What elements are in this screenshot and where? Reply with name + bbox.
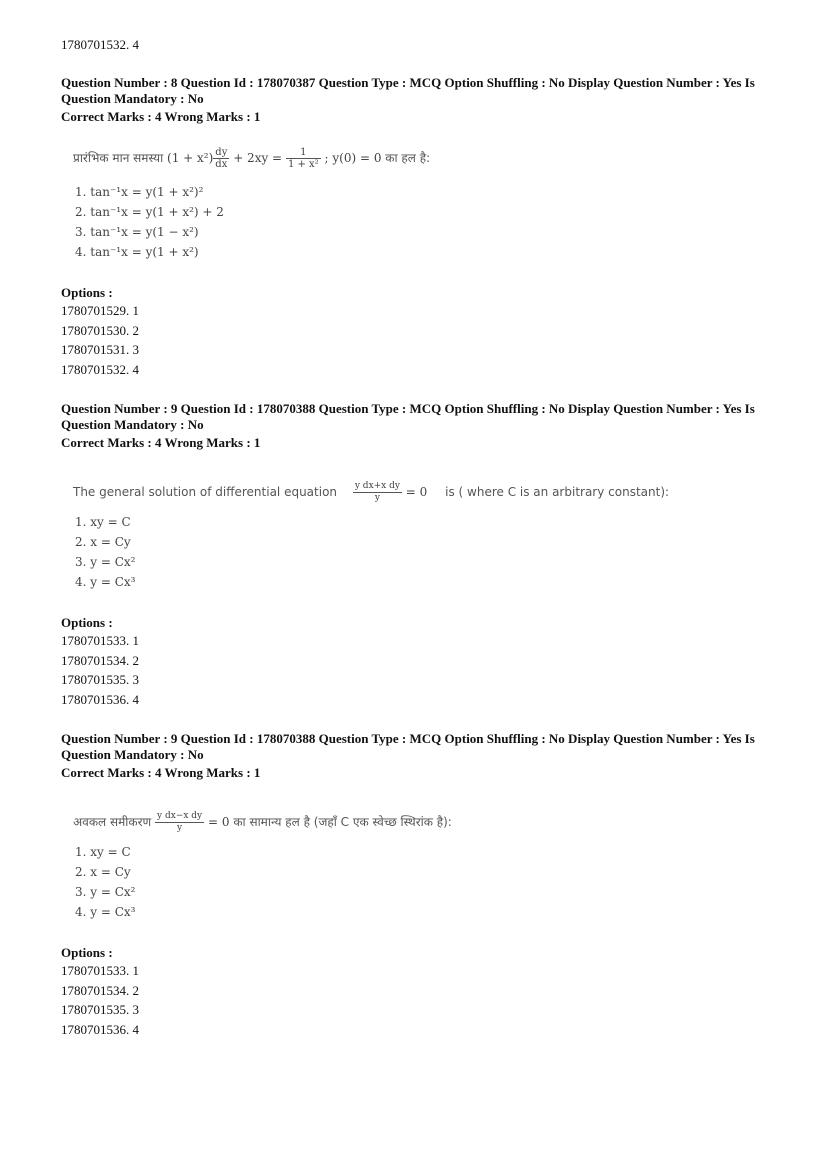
option-row: 1780701530. 2 bbox=[61, 322, 139, 338]
question-marks: Correct Marks : 4 Wrong Marks : 1 bbox=[61, 765, 261, 780]
choice-item: 1. xy = C bbox=[75, 515, 131, 529]
question-block bbox=[61, 731, 781, 1039]
choice-item: 2. x = Cy bbox=[75, 535, 131, 549]
question-block bbox=[61, 75, 781, 379]
option-row: 1780701535. 3 bbox=[61, 672, 139, 687]
choice-item: 1. xy = C bbox=[75, 845, 131, 859]
question-header: Question Number : 9 Question Id : 178070388 Question Type : MCQ Option Shuffling : No Display Question Number : Yes Is Question Mandatory : No bbox=[61, 401, 755, 432]
option-row: 1780701529. 1 bbox=[61, 303, 139, 318]
choice-item: 3. tan⁻¹x = y(1 − x²) bbox=[75, 225, 199, 239]
option-row: 1780701531. 3 bbox=[61, 342, 139, 357]
question-stem: अवकल समीकरण $\frac{\text{y dx−x dy}}{y}$ = 0 का सामान्य हल है (जहाँ C एक स्वेच्छ स्थिरांक है): bbox=[73, 811, 452, 833]
choice-item: 2. x = Cy bbox=[75, 865, 131, 879]
option-row: 1780701536. 4 bbox=[61, 1021, 139, 1037]
options-label: Options : bbox=[61, 615, 113, 630]
option-row: 1780701535. 3 bbox=[61, 1002, 139, 1017]
choice-item: 4. y = Cx³ bbox=[75, 575, 136, 589]
question-image bbox=[73, 811, 781, 922]
question-marks: Correct Marks : 4 Wrong Marks : 1 bbox=[61, 435, 261, 450]
document-page bbox=[61, 36, 781, 1039]
previous-option-line: 1780701532. 4 bbox=[61, 37, 139, 52]
choice-item: 2. tan⁻¹x = y(1 + x²) + 2 bbox=[75, 205, 224, 219]
choice-item: 3. y = Cx² bbox=[75, 555, 136, 569]
options-label: Options : bbox=[61, 945, 113, 960]
option-row: 1780701533. 1 bbox=[61, 633, 139, 648]
question-stem: The general solution of differential equation $\frac{\text{y dx+x dy}}{y}$ = 0 is ( where C is an arbitrary constant): bbox=[73, 481, 670, 503]
choice-item: 3. y = Cx² bbox=[75, 885, 136, 899]
question-header: Question Number : 8 Question Id : 178070387 Question Type : MCQ Option Shuffling : No Display Question Number : Yes Is Question Mandatory : No bbox=[61, 75, 755, 106]
question-image bbox=[73, 147, 781, 262]
choice-item: 4. tan⁻¹x = y(1 + x²) bbox=[75, 245, 199, 259]
question-stem: प्रारंभिक मान समस्या (1 + x²) $\frac{dy}{dx}$ + 2xy = $\frac{1}{\text{1 + x²}}$ ; y(0) = 0 का हल है: bbox=[73, 147, 431, 170]
question-header: Question Number : 9 Question Id : 178070388 Question Type : MCQ Option Shuffling : No Display Question Number : Yes Is Question Mandatory : No bbox=[61, 731, 755, 762]
option-row: 1780701533. 1 bbox=[61, 963, 139, 978]
options-label: Options : bbox=[61, 285, 113, 300]
question-block bbox=[61, 401, 781, 709]
choice-item: 4. y = Cx³ bbox=[75, 905, 136, 919]
option-row: 1780701536. 4 bbox=[61, 691, 139, 707]
option-row: 1780701534. 2 bbox=[61, 982, 139, 998]
choice-item: 1. tan⁻¹x = y(1 + x²)² bbox=[75, 185, 204, 199]
question-marks: Correct Marks : 4 Wrong Marks : 1 bbox=[61, 109, 261, 124]
question-image bbox=[73, 481, 781, 592]
option-row: 1780701534. 2 bbox=[61, 652, 139, 668]
option-row: 1780701532. 4 bbox=[61, 361, 139, 377]
